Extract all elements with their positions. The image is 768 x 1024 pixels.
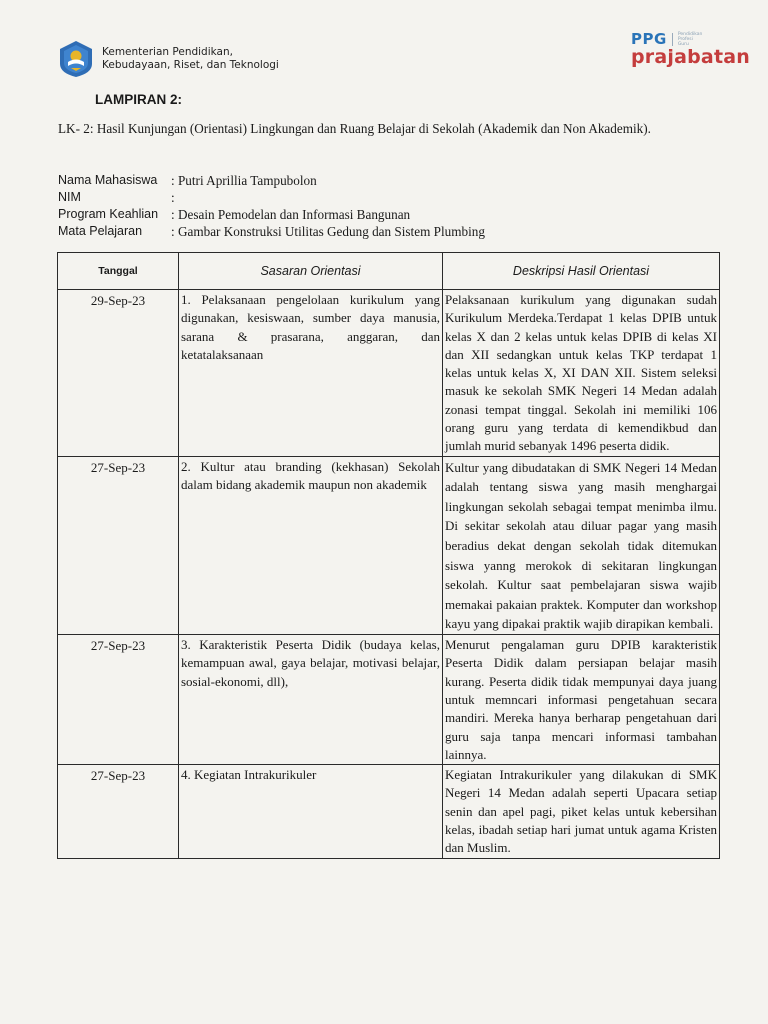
row-target: 2. Kultur atau branding (kekhasan) Sekolah dalam bidang akademik maupun non akademik [179,456,443,634]
table-row [58,456,720,634]
ppg-prajabatan-logo [631,30,750,68]
student-info [58,172,485,240]
ministry-name-line-1: Kementerian Pendidikan, [102,46,233,58]
info-row-subject [58,223,485,240]
info-value: : Putri Aprillia Tampubolon [171,173,317,188]
ppg-divider [672,33,673,46]
column-header-target: Sasaran Orientasi [179,253,443,290]
info-row-program [58,206,485,223]
row-target: 3. Karakteristik Peserta Didik (budaya kelas, kemampuan awal, gaya belajar, motivasi belajar, sosial-ekonomi, dll), [179,635,443,765]
tut-wuri-handayani-emblem-icon [58,40,94,78]
info-label: NIM [58,190,81,204]
table-row [58,290,720,457]
column-header-description: Deskripsi Hasil Orientasi [443,253,720,290]
ministry-header [58,40,279,78]
info-row-nim [58,189,485,206]
table-header-row [58,253,720,290]
row-description: Menurut pengalaman guru DPIB karakteristik Peserta Didik dalam persiapan belajar masih kurang. Peserta didik tidak mempunyai daya juang untuk memncari informasi pengetahuan secara mandiri. Mereka hanya berharap pengetahuan dari guru saja tanpa mencari informasi tambahan lainnya. [443,635,720,765]
ppg-small-text: Pendidikan Profesi Guru [677,31,703,47]
ppg-brand-name: prajabatan [631,46,750,68]
info-value: : Gambar Konstruksi Utilitas Gedung dan Sistem Plumbing [171,224,485,239]
row-target: 1. Pelaksanaan pengelolaan kurikulum yang digunakan, kesiswaan, sumber daya manusia, sarana & prasarana, anggaran, dan ketatalaksanaan [179,290,443,457]
ppg-label: PPG [631,30,667,48]
document-title: LK- 2: Hasil Kunjungan (Orientasi) Lingkungan dan Ruang Belajar di Sekolah (Akademik dan Non Akademik). [58,121,651,136]
row-date: 27-Sep-23 [58,765,179,858]
orientation-table [57,252,720,859]
row-date: 29-Sep-23 [58,290,179,457]
info-value: : Desain Pemodelan dan Informasi Bangunan [171,207,411,222]
attachment-label: LAMPIRAN 2: [95,92,182,107]
row-target: 4. Kegiatan Intrakurikuler [179,765,443,858]
info-label: Nama Mahasiswa [58,173,158,187]
row-date: 27-Sep-23 [58,635,179,765]
table-row [58,635,720,765]
info-value: : [171,190,175,205]
info-row-name [58,172,485,189]
column-header-date: Tanggal [58,253,179,290]
info-label: Mata Pelajaran [58,224,143,238]
row-date: 27-Sep-23 [58,456,179,634]
info-label: Program Keahlian [58,207,159,221]
row-description: Kegiatan Intrakurikuler yang dilakukan di SMK Negeri 14 Medan adalah seperti Upacara setiap senin dan apel pagi, piket kelas untuk kebersihan kelas, ibadah setiap hari jumat untuk agama Kristen dan Muslim. [443,765,720,858]
row-description: Pelaksanaan kurikulum yang digunakan sudah Kurikulum Merdeka.Terdapat 1 kelas DPIB untuk kelas X dan 2 kelas untuk kelas DPIB di kelas XI dan XII sedangkan untuk kelas TKP terdapat 1 kelas untuk kelas X, XI DAN XII. Sistem seleksi masuk ke sekolah SMK Negeri 14 Medan adalah zonasi tempat tinggal. Sekolah ini memiliki 106 orang guru yang terdata di kemendikbud dan jumlah murid sebanyak 1496 peserta didik. [443,290,720,457]
row-description: Kultur yang dibudatakan di SMK Negeri 14 Medan adalah tentang siswa yang masih menghargai lingkungan sekolah sebagai tempat menimba ilmu. Di sekitar sekolah atau diluar pagar yang masih beradius dekat dengan sekolah tidak ditemukan siswa yanng merokok di sekitaran lingkungan sekolah. Kultur saat pembelajaran siswa wajib memakai pakaian praktek. Komputer dan workshop kayu yang dipakai praktik wajib dirapikan kembali. [443,456,720,634]
ministry-name-line-2: Kebudayaan, Riset, dan Teknologi [102,59,279,71]
table-row [58,765,720,858]
